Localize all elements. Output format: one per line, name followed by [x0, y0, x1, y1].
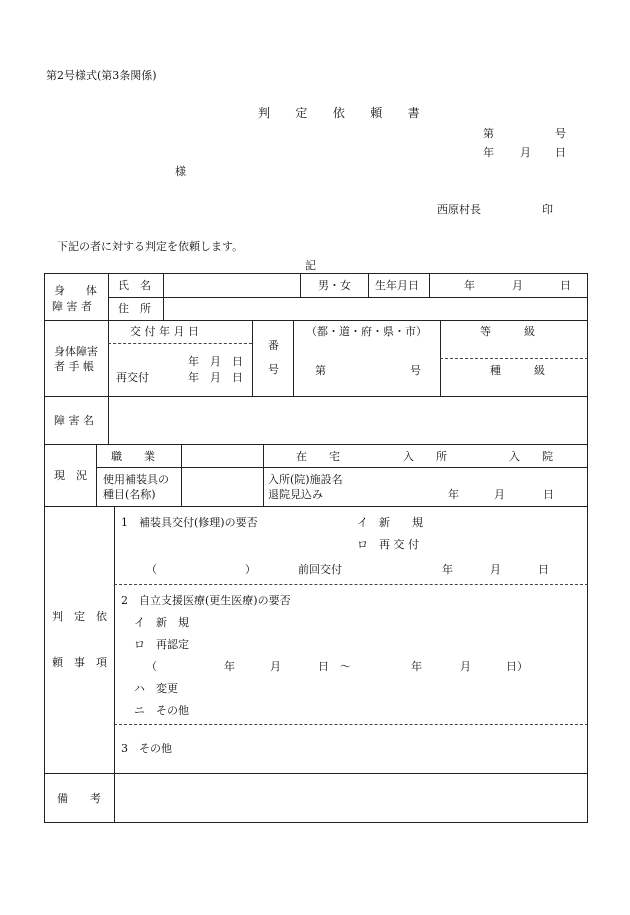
discharge-label: 退院見込み [268, 488, 323, 501]
disability-name-label: 障 害 名 [54, 414, 94, 427]
item2-title: 2 自立支援医療(更生医療)の要否 [121, 594, 291, 607]
remarks-label: 備 考 [57, 792, 101, 805]
item1-paren-open: （ [146, 563, 157, 576]
type-label: 種 級 [490, 364, 545, 377]
item1-year: 年 [442, 563, 453, 576]
residence-home[interactable]: 在 宅 [296, 450, 340, 463]
residence-hospital[interactable]: 入 院 [509, 450, 553, 463]
handbook-no-prefix: 第 [315, 364, 326, 377]
disability-name-field[interactable] [112, 400, 584, 440]
handbook-no-suffix: 号 [410, 364, 421, 377]
item2-month-to: 月 [460, 660, 471, 673]
date-year: 年 [483, 146, 494, 159]
grade-label: 等 級 [480, 325, 535, 338]
remarks-field[interactable] [118, 777, 584, 819]
item1-option-reissue[interactable]: ロ 再 交 付 [357, 538, 419, 551]
number-suffix: 号 [555, 127, 566, 140]
handbook-section-label-2: 者 手 帳 [54, 360, 94, 373]
item2-range-open: （ [146, 660, 157, 673]
item1-title: 1 補装具交付(修理)の要否 [121, 516, 258, 529]
item2-month-from: 月 [270, 660, 281, 673]
ki-mark: 記 [305, 259, 316, 272]
status-label: 現 況 [54, 469, 87, 482]
item2-option-recert[interactable]: ロ 再認定 [134, 638, 189, 651]
equipment-label-1: 使用補装具の [103, 473, 169, 486]
name-field[interactable] [166, 276, 298, 295]
request-label-1: 判 定 依 [52, 610, 107, 623]
number-label-1: 番 [268, 339, 279, 352]
sender-name: 西原村長 [437, 203, 481, 216]
person-section-label-2: 障 害 者 [52, 300, 92, 313]
item2-day-from: 日 〜 [318, 660, 351, 673]
item2-day-to: 日） [506, 660, 528, 673]
seal-mark: 印 [542, 203, 553, 216]
number-prefix: 第 [483, 127, 494, 140]
item2-year-from: 年 [224, 660, 235, 673]
person-section-label-1: 身 体 [54, 284, 102, 297]
item1-previous-label: 前回交付 [298, 563, 342, 576]
form-number: 第2号様式(第3条関係) [46, 69, 157, 82]
item1-paren-close: ） [245, 563, 256, 576]
request-label-2: 頼 事 項 [52, 656, 107, 669]
discharge-month: 月 [494, 488, 505, 501]
residence-admitted[interactable]: 入 所 [403, 450, 447, 463]
sex-choice[interactable]: 男・女 [318, 279, 351, 292]
item1-day: 日 [538, 563, 549, 576]
dob-month: 月 [512, 279, 523, 292]
item3-title: 3 その他 [121, 742, 172, 755]
document-title: 判 定 依 頼 書 [258, 106, 431, 120]
dob-day: 日 [560, 279, 571, 292]
occupation-label: 職 業 [111, 450, 155, 463]
item2-option-new[interactable]: イ 新 規 [134, 616, 189, 629]
issue-date-label: 交 付 年 月 日 [130, 325, 199, 338]
prefecture-choice[interactable]: （都・道・府・県・市） [306, 325, 427, 338]
item2-year-to: 年 [411, 660, 422, 673]
discharge-day: 日 [543, 488, 554, 501]
facility-label: 入所(院)施設名 [268, 473, 343, 486]
item2-option-change[interactable]: ハ 変更 [134, 682, 178, 695]
name-label: 氏 名 [118, 279, 151, 292]
dob-year: 年 [464, 279, 475, 292]
discharge-year: 年 [448, 488, 459, 501]
item1-option-new[interactable]: イ 新 規 [357, 516, 423, 529]
date-day: 日 [555, 146, 566, 159]
reissue-label: 再交付 [116, 371, 149, 384]
date-month: 月 [520, 146, 531, 159]
equipment-label-2: 種目(名称) [103, 488, 156, 501]
intro-text: 下記の者に対する判定を依頼します。 [57, 240, 244, 253]
item1-month: 月 [490, 563, 501, 576]
handbook-section-label-1: 身体障害 [54, 345, 98, 358]
dob-label: 生年月日 [375, 279, 419, 292]
form-table [44, 273, 588, 823]
address-field[interactable] [166, 299, 584, 318]
address-label: 住 所 [118, 302, 151, 315]
number-label-2: 号 [268, 363, 279, 376]
reissue-ymd-1: 年 月 日 [188, 355, 243, 368]
reissue-ymd-2: 年 月 日 [188, 371, 243, 384]
item2-option-other[interactable]: ニ その他 [134, 704, 189, 717]
addressee-suffix: 様 [175, 165, 186, 178]
